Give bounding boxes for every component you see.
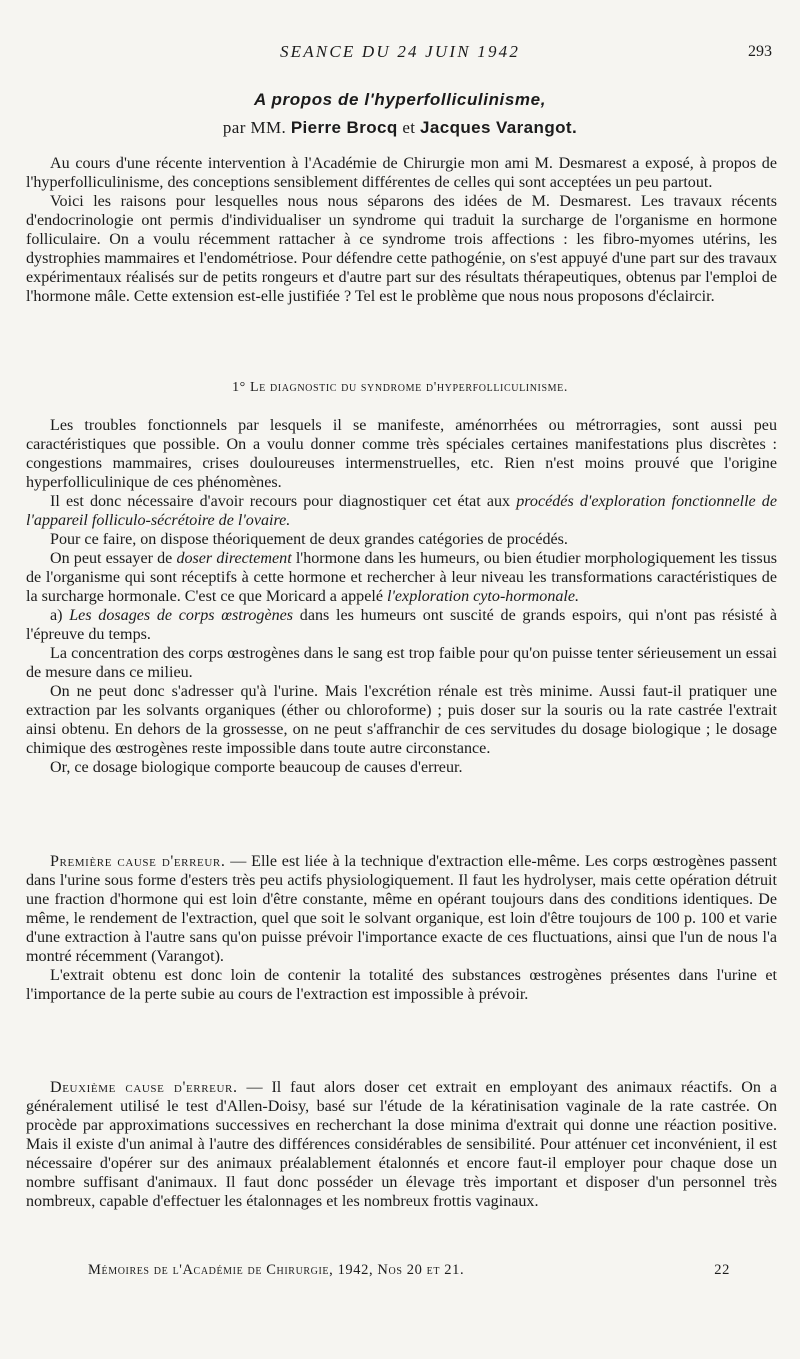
intro-block (26, 154, 777, 306)
cause-one-block (26, 852, 777, 1004)
body-paragraph (26, 1078, 777, 1211)
body-paragraph (26, 852, 777, 966)
text-run: — Elle est liée à la technique d'extraction elle-même. Les corps œstrogènes passent dans l'urine sous forme d'esters très peu actifs physiologiquement. Il faut les hydrolyser, mais cette opération détruit une fraction d'hormone qui est loin d'être constante, même en opérant toujours dans des conditions identiques. De même, le rendement de l'extraction, quel que soit le solvant organique, est loin d'être toujours de 100 p. 100 et varie d'une extraction à l'autre sans qu'on puisse prévoir l'importance exacte de ces fluctuations, ainsi que l'un de nous l'a montré récemment (Varangot). (26, 853, 777, 965)
text-run: Il est donc nécessaire d'avoir recours pour diagnostiquer cet état aux (50, 493, 511, 510)
byline-prefix: par MM. (222, 118, 287, 137)
body-paragraph (26, 492, 777, 530)
body-paragraph: Or, ce dosage biologique comporte beaucoup de causes d'erreur. (50, 759, 463, 776)
section-number: 1° (232, 380, 246, 395)
item-label: a) (50, 607, 63, 624)
text-run: l'hormone dans les humeurs, ou bien étudier morphologiquement les tissus de l'organisme qui sont réceptifs à cette hormone et rechercher à leur niveau les transformations caractéristiques de la surcharge hormonale. C'est ce que Moricard a appelé (26, 550, 778, 605)
body-paragraph: Pour ce faire, on dispose théoriquement de deux grandes catégories de procédés. (50, 531, 568, 548)
intro-paragraph: Au cours d'une récente intervention à l'Académie de Chirurgie mon ami M. Desmarest a exposé, à propos de l'hyperfolliculinisme, des conceptions sensiblement différentes de celles qui sont acceptées un peu partout. (26, 155, 777, 191)
italic-run: procédés d'exploration fonctionnelle de l'appareil folliculo-sécrétoire de l'ovaire. (26, 493, 777, 529)
signature-number: 22 (714, 1262, 730, 1278)
journal-citation: Mémoires de l'Académie de Chirurgie, 1942, Nos 20 et 21. (88, 1262, 465, 1278)
section-heading (0, 380, 800, 396)
body-paragraph (26, 549, 777, 606)
cause-heading: Première cause d'erreur. (50, 853, 226, 870)
body-paragraph: La concentration des corps œstrogènes dans le sang est trop faible pour qu'on puisse tenter sérieusement un essai de mesure dans ce milieu. (26, 645, 777, 681)
author-brocq: Pierre Brocq (290, 118, 398, 137)
page-footer (88, 1262, 730, 1284)
body-paragraph: Les troubles fonctionnels par lesquels il se manifeste, aménorrhées ou métrorragies, sont aussi peu caractéristiques que possible. On a voulu donner comme très spéciales certaines manifestations plus discrètes : congestions mammaires, crises douloureuses intermenstruelles, etc. Rien n'est moins prouvé que l'origine hyperfolliculinique de ces phénomènes. (26, 417, 777, 491)
byline-conj: et (402, 118, 416, 137)
intro-paragraph: Voici les raisons pour lesquelles nous nous séparons des idées de M. Desmarest. Les travaux récents d'endocrinologie ont permis d'individualiser un syndrome qui traduit la surcharge de l'organisme en hormone folliculaire. On a voulu récemment rattacher à ce syndrome trois affections : les fibro-myomes utérins, les dystrophies mammaires et l'endométriose. Pour défendre cette pathogénie, on s'est appuyé d'une part sur des travaux expérimentaux réalisés sur de petits rongeurs et d'autre part sur des résultats thérapeutiques, obtenus par l'emploi de l'hormone mâle. Cette extension est-elle justifiée ? Tel est le problème que nous nous proposons d'éclaircir. (26, 193, 777, 305)
page-number: 293 (748, 43, 772, 60)
body-paragraph: L'extrait obtenu est donc loin de contenir la totalité des substances œstrogènes présentes dans l'urine et l'importance de la perte subie au cours de l'extraction est impossible à prévoir. (26, 967, 777, 1003)
text-run: dans les humeurs ont suscité de grands espoirs, qui n'ont pas résisté à l'épreuve du temps. (26, 607, 777, 643)
author-varangot: Jacques Varangot. (420, 118, 578, 137)
article-title: A propos de l'hyperfolliculinisme, (253, 90, 547, 109)
cause-heading: Deuxième cause d'erreur. (50, 1079, 238, 1096)
section-title: Le diagnostic du syndrome d'hyperfolliculinisme. (249, 380, 568, 395)
running-title: SEANCE DU 24 JUIN 1942 (279, 42, 521, 61)
running-head (0, 42, 800, 66)
byline (0, 118, 800, 138)
text-run: — Il faut alors doser cet extrait en employant des animaux réactifs. On a généralement utilisé le test d'Allen-Doisy, basé sur l'étude de la kératinisation vaginale de la rate castrée. On procède par approximations successives en recherchant la dose minima d'extrait qui donne une réaction positive. Mais il existe d'un animal à l'autre des différences considérables de sensibilité. Pour atténuer cet inconvénient, il est nécessaire d'opérer sur des animaux préalablement étalonnés et encore faut-il employer pour chaque dose un nombre suffisant d'animaux. Il faut donc posséder un élevage très important et disposer d'un personnel très nombreux, capable d'effectuer les étalonnages et les nombreux frottis vaginaux. (26, 1079, 777, 1210)
cause-two-block (26, 1078, 777, 1211)
body-paragraph: On ne peut donc s'adresser qu'à l'urine. Mais l'excrétion rénale est très minime. Aussi faut-il pratiquer une extraction par les solvants organiques (éther ou chloroforme) ; puis doser sur la souris ou la rate castrée l'extrait ainsi obtenu. En dehors de la grossesse, on ne peut s'affranchir de ces servitudes du dosage biologique ; le dosage chimique des œstrogènes reste impossible dans toute autre circonstance. (26, 683, 777, 757)
diagnostic-block (26, 416, 777, 777)
body-paragraph (26, 606, 777, 644)
text-run: On peut essayer de (50, 550, 173, 567)
italic-run: doser directement (176, 550, 292, 567)
italic-run: l'exploration cyto-hormonale. (387, 588, 580, 605)
italic-run: Les dosages de corps œstrogènes (69, 607, 294, 624)
